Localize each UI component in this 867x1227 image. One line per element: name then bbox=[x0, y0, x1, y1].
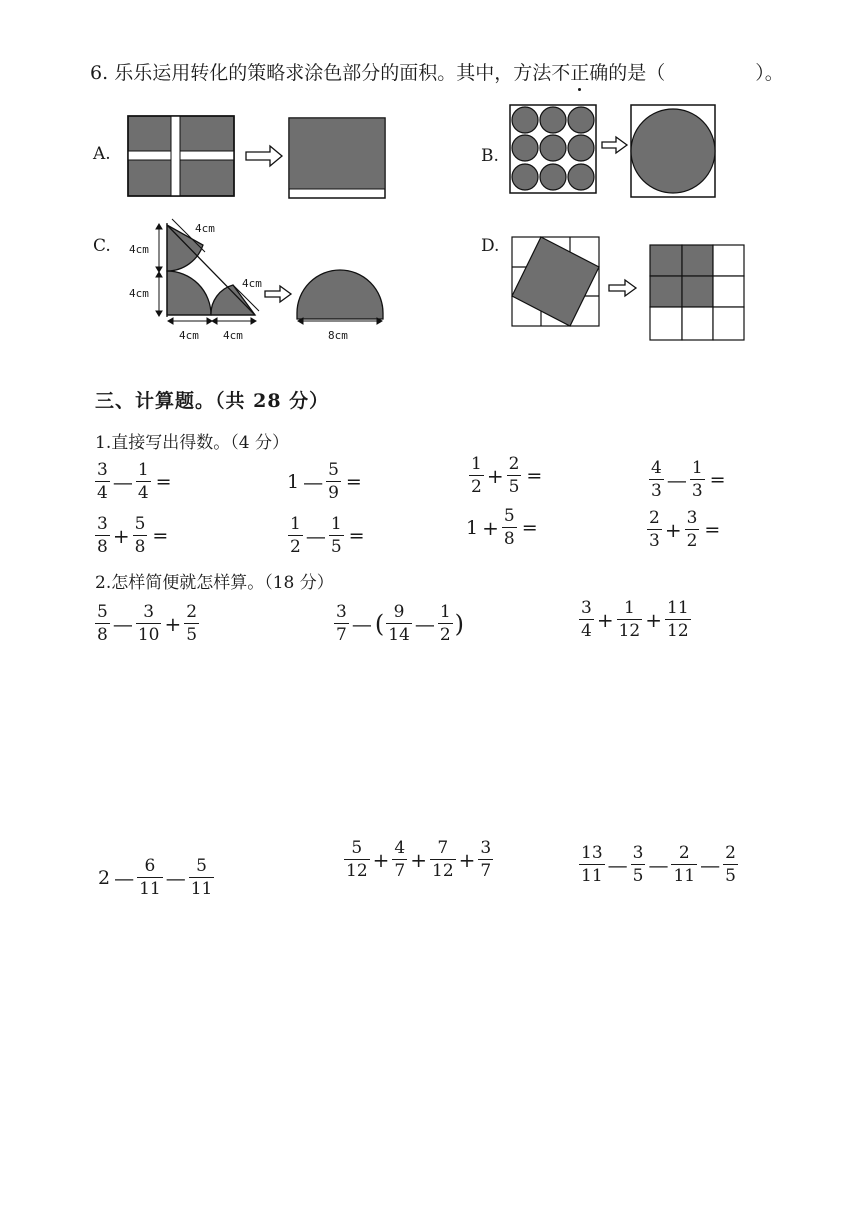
denominator: 7 bbox=[336, 625, 347, 645]
fraction bbox=[647, 510, 662, 550]
fraction bbox=[137, 858, 163, 898]
operator: — bbox=[303, 470, 324, 494]
dim-label: 4cm bbox=[195, 222, 215, 235]
denominator: 5 bbox=[725, 866, 736, 886]
denominator: 2 bbox=[686, 531, 698, 551]
calc-item bbox=[578, 845, 739, 885]
numerator: 3 bbox=[686, 508, 698, 528]
denominator: 12 bbox=[432, 861, 454, 881]
fraction bbox=[95, 462, 110, 502]
oral-calc-item bbox=[468, 456, 542, 496]
denominator: 4 bbox=[97, 483, 108, 503]
option-a-figure bbox=[120, 112, 395, 202]
denominator: 4 bbox=[137, 483, 149, 503]
calc-item bbox=[333, 604, 465, 644]
operator: — bbox=[114, 866, 135, 890]
fraction bbox=[184, 604, 199, 644]
calc-item bbox=[343, 840, 494, 880]
numerator: 3 bbox=[97, 514, 108, 534]
denominator: 3 bbox=[691, 481, 703, 501]
operator: — bbox=[666, 468, 687, 492]
operator: — bbox=[112, 470, 133, 494]
operator: + bbox=[664, 518, 682, 542]
operator: — bbox=[414, 612, 435, 636]
option-d-label: D. bbox=[481, 236, 500, 256]
operator: + bbox=[645, 608, 662, 632]
fraction bbox=[649, 460, 664, 500]
fraction bbox=[685, 510, 700, 550]
denominator: 5 bbox=[508, 477, 520, 497]
calc-item bbox=[578, 600, 692, 640]
dim-label: 4cm bbox=[129, 243, 149, 256]
denominator: 11 bbox=[581, 866, 603, 886]
dim-label: 8cm bbox=[328, 329, 348, 342]
operator: + bbox=[410, 848, 427, 872]
denominator: 11 bbox=[139, 879, 161, 899]
denominator: 12 bbox=[618, 621, 641, 641]
dim-label: 4cm bbox=[223, 329, 243, 342]
operator: + bbox=[486, 464, 504, 488]
operator: — bbox=[648, 853, 669, 877]
equals-sign: = bbox=[345, 471, 362, 493]
numerator: 5 bbox=[134, 514, 146, 534]
numerator: 3 bbox=[97, 460, 108, 480]
denominator: 8 bbox=[134, 537, 146, 557]
numerator: 5 bbox=[503, 506, 515, 526]
emphasis-text: 不正确 bbox=[551, 62, 609, 84]
fraction bbox=[136, 604, 162, 644]
parenthesis: ) bbox=[454, 610, 465, 638]
denominator: 9 bbox=[328, 483, 339, 503]
denominator: 11 bbox=[190, 879, 213, 899]
numerator: 4 bbox=[651, 458, 662, 478]
operator: + bbox=[112, 524, 130, 548]
fraction bbox=[136, 462, 151, 502]
numerator: 6 bbox=[144, 856, 156, 876]
numerator: 2 bbox=[508, 454, 520, 474]
fraction bbox=[502, 508, 517, 548]
denominator: 7 bbox=[394, 861, 406, 881]
dim-label: 4cm bbox=[179, 329, 199, 342]
denominator: 2 bbox=[471, 477, 482, 497]
operator: — bbox=[351, 612, 372, 636]
section-title: 三、计算题。（共 28 分） bbox=[95, 390, 330, 412]
denominator: 8 bbox=[97, 537, 108, 557]
denominator: 5 bbox=[632, 866, 644, 886]
equals-sign: = bbox=[155, 471, 172, 493]
fraction bbox=[95, 516, 110, 556]
numerator: 3 bbox=[632, 843, 644, 863]
part2-title: 2.怎样简便就怎样算。（18 分） bbox=[95, 573, 334, 593]
numerator: 1 bbox=[691, 458, 703, 478]
fraction bbox=[344, 840, 370, 880]
fraction bbox=[631, 845, 646, 885]
fraction bbox=[469, 456, 484, 496]
option-d-figure bbox=[505, 230, 745, 355]
operator: — bbox=[700, 853, 721, 877]
fraction bbox=[507, 456, 522, 496]
fraction bbox=[329, 516, 344, 556]
question-6-title bbox=[90, 58, 784, 85]
fraction bbox=[133, 516, 148, 556]
denominator: 2 bbox=[439, 625, 451, 645]
whole-number: 1 bbox=[287, 471, 300, 493]
denominator: 5 bbox=[186, 625, 198, 645]
parenthesis: ( bbox=[374, 610, 385, 638]
oral-calc-item bbox=[646, 510, 720, 550]
oral-calc-item bbox=[466, 508, 538, 548]
numerator: 4 bbox=[394, 838, 406, 858]
denominator: 3 bbox=[651, 481, 662, 501]
numerator: 1 bbox=[290, 514, 301, 534]
numerator: 9 bbox=[393, 602, 405, 622]
whole-number: 1 bbox=[466, 517, 479, 539]
denominator: 7 bbox=[480, 861, 492, 881]
fraction bbox=[430, 840, 456, 880]
denominator: 14 bbox=[388, 625, 410, 645]
operator: + bbox=[164, 612, 182, 636]
operator: + bbox=[596, 608, 614, 632]
numerator: 3 bbox=[143, 602, 155, 622]
question-number: 6. bbox=[90, 62, 109, 84]
fraction bbox=[579, 845, 605, 885]
equals-sign: = bbox=[526, 465, 543, 487]
equals-sign: = bbox=[348, 525, 365, 547]
numerator: 2 bbox=[649, 508, 660, 528]
denominator: 3 bbox=[649, 531, 660, 551]
denominator: 12 bbox=[346, 861, 368, 881]
operator: — bbox=[165, 866, 186, 890]
denominator: 11 bbox=[673, 866, 696, 886]
calc-item bbox=[98, 858, 215, 898]
fraction bbox=[386, 604, 412, 644]
fraction bbox=[617, 600, 643, 640]
fraction bbox=[665, 600, 691, 640]
oral-calc-item bbox=[94, 462, 172, 502]
option-c-label: C. bbox=[93, 236, 111, 256]
operator: — bbox=[305, 524, 326, 548]
numerator: 1 bbox=[439, 602, 451, 622]
fraction bbox=[579, 600, 594, 640]
dim-label: 4cm bbox=[242, 277, 262, 290]
dim-label: 4cm bbox=[129, 287, 149, 300]
option-b-figure bbox=[505, 100, 720, 205]
denominator: 8 bbox=[97, 625, 108, 645]
oral-calc-item bbox=[94, 516, 168, 556]
oral-calc-item bbox=[287, 462, 362, 502]
equals-sign: = bbox=[704, 519, 721, 541]
operator: + bbox=[372, 848, 390, 872]
equals-sign: = bbox=[521, 517, 538, 539]
numerator: 3 bbox=[480, 838, 492, 858]
denominator: 5 bbox=[330, 537, 342, 557]
operator: + bbox=[482, 516, 499, 540]
denominator: 10 bbox=[137, 625, 160, 645]
numerator: 2 bbox=[186, 602, 198, 622]
fraction bbox=[392, 840, 407, 880]
calc-item bbox=[94, 604, 200, 644]
option-a-label: A. bbox=[93, 144, 111, 164]
operator: — bbox=[112, 612, 133, 636]
option-b-label: B. bbox=[481, 146, 499, 166]
numerator: 1 bbox=[137, 460, 149, 480]
oral-calc-item bbox=[648, 460, 726, 500]
operator: — bbox=[607, 853, 628, 877]
numerator: 13 bbox=[581, 843, 603, 863]
operator: + bbox=[458, 848, 476, 872]
numerator: 1 bbox=[330, 514, 342, 534]
numerator: 1 bbox=[471, 454, 482, 474]
fraction bbox=[189, 858, 215, 898]
numerator: 5 bbox=[196, 856, 207, 876]
question-text-end: 的是（ bbox=[608, 62, 666, 84]
question-close: ）。 bbox=[755, 62, 784, 84]
fraction bbox=[288, 516, 303, 556]
fraction bbox=[95, 604, 110, 644]
fraction bbox=[478, 840, 493, 880]
numerator: 2 bbox=[678, 843, 690, 863]
whole-number: 2 bbox=[98, 867, 111, 889]
denominator: 2 bbox=[290, 537, 301, 557]
part1-title: 1.直接写出得数。（4 分） bbox=[95, 433, 289, 453]
numerator: 5 bbox=[328, 460, 339, 480]
numerator: 7 bbox=[437, 838, 449, 858]
question-text: 乐乐运用转化的策略求涂色部分的面积。其中，方法 bbox=[114, 62, 552, 84]
numerator: 11 bbox=[667, 598, 689, 618]
denominator: 8 bbox=[503, 529, 515, 549]
fraction bbox=[334, 604, 349, 644]
equals-sign: = bbox=[152, 525, 169, 547]
fraction bbox=[671, 845, 697, 885]
fraction bbox=[690, 460, 705, 500]
fraction bbox=[326, 462, 341, 502]
numerator: 5 bbox=[351, 838, 363, 858]
equals-sign: = bbox=[709, 469, 726, 491]
numerator: 3 bbox=[336, 602, 347, 622]
numerator: 1 bbox=[624, 598, 635, 618]
option-c-figure bbox=[125, 215, 390, 345]
numerator: 2 bbox=[725, 843, 736, 863]
fraction bbox=[438, 604, 453, 644]
numerator: 5 bbox=[97, 602, 108, 622]
denominator: 12 bbox=[667, 621, 689, 641]
numerator: 3 bbox=[581, 598, 592, 618]
denominator: 4 bbox=[581, 621, 592, 641]
oral-calc-item bbox=[287, 516, 365, 556]
fraction bbox=[723, 845, 738, 885]
